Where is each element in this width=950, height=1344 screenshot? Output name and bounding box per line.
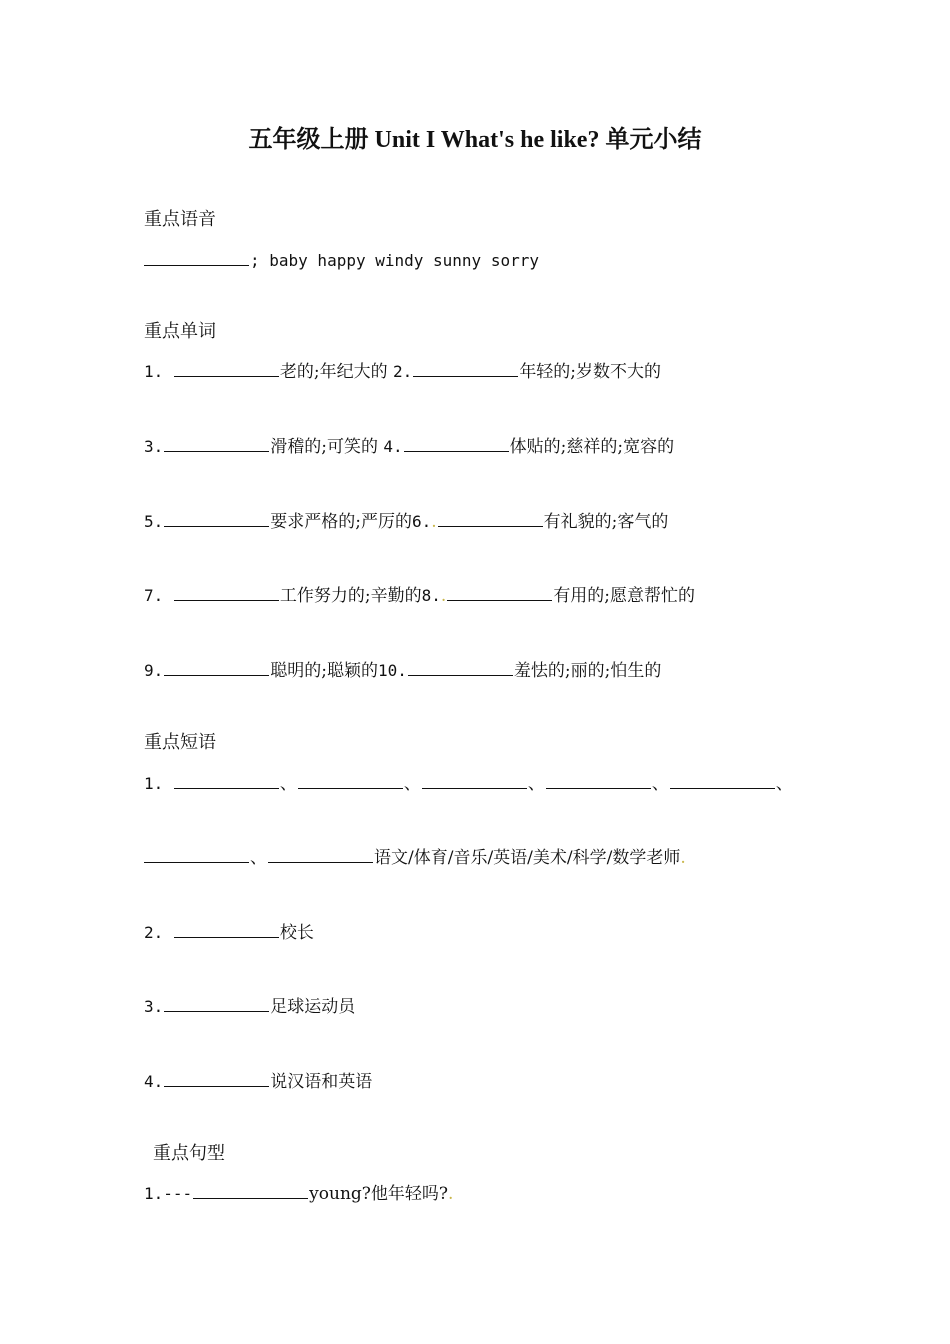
item-number: 1. [144, 774, 173, 793]
phrase-meaning: 说汉语和英语 [270, 1072, 373, 1092]
item-number: 8. [421, 586, 441, 605]
word-row-5 [144, 657, 661, 683]
separator: 、 [279, 774, 297, 794]
item-number: 4. [144, 1072, 164, 1091]
fill-blank[interactable] [164, 508, 269, 527]
phrase-row-4 [144, 1068, 372, 1094]
fill-blank[interactable] [546, 770, 651, 789]
word-meaning: 滑稽的;可笑的 [270, 437, 384, 457]
item-number: 4. [383, 437, 403, 456]
word-meaning: 有礼貌的;客气的 [543, 512, 669, 532]
speck-mark: . [680, 848, 686, 868]
fill-blank[interactable] [174, 582, 279, 601]
word-row-1 [144, 358, 661, 384]
phrase-row-1-cont [144, 844, 686, 870]
fill-blank[interactable] [413, 358, 518, 377]
phrase-row-1 [144, 770, 793, 796]
fill-blank[interactable] [174, 358, 279, 377]
separator: 、 [403, 774, 421, 794]
phrase-row-3 [144, 993, 355, 1019]
fill-blank[interactable] [408, 657, 513, 676]
item-number: 6. [412, 512, 432, 531]
fill-blank[interactable] [422, 770, 527, 789]
separator: 、 [775, 774, 793, 794]
fill-blank[interactable] [438, 508, 543, 527]
item-number: 3. [144, 437, 164, 456]
fill-blank[interactable] [268, 844, 373, 863]
fill-blank[interactable] [174, 919, 279, 938]
fill-blank[interactable] [144, 844, 249, 863]
speck-mark: . [431, 512, 437, 532]
word-meaning: 要求严格的;严厉的 [270, 512, 412, 532]
item-number: 7. [144, 586, 173, 605]
word-meaning: 有用的;愿意帮忙的 [553, 586, 696, 606]
item-number: 9. [144, 661, 164, 680]
word-meaning: 工作努力的;辛勤的 [279, 586, 422, 606]
word-row-4 [144, 582, 695, 608]
word-meaning: 羞怯的;丽的;怕生的 [513, 661, 662, 681]
phonics-words: ; baby happy windy sunny sorry [250, 251, 539, 270]
phrase-row-2 [144, 919, 314, 945]
item-number: 5. [144, 512, 164, 531]
word-meaning: 聪明的;聪颖的 [270, 661, 378, 681]
fill-blank[interactable] [164, 1068, 269, 1087]
fill-blank[interactable] [404, 433, 509, 452]
item-number: 1. [144, 362, 173, 381]
fill-blank[interactable] [193, 1180, 308, 1199]
word-row-2 [144, 433, 674, 459]
fill-blank[interactable] [298, 770, 403, 789]
item-number: 2. [144, 923, 173, 942]
separator: 、 [250, 848, 267, 868]
phrase-meaning: 校长 [279, 923, 314, 943]
speck-mark: . [440, 586, 447, 606]
speck-mark: . [448, 1184, 454, 1204]
phonics-line [144, 247, 539, 273]
word-meaning: 年轻的;岁数不大的 [519, 362, 662, 382]
item-number: 1.--- [144, 1184, 193, 1203]
document-title: 五年级上册 Unit I What's he like? 单元小结 [248, 127, 702, 153]
word-row-3 [144, 508, 668, 534]
fill-blank[interactable] [144, 247, 249, 266]
words-heading: 重点单词 [144, 321, 216, 342]
phrases-heading: 重点短语 [144, 732, 216, 753]
sentences-heading: 重点句型 [153, 1143, 225, 1164]
fill-blank[interactable] [174, 770, 279, 789]
fill-blank[interactable] [164, 993, 269, 1012]
fill-blank[interactable] [164, 657, 269, 676]
fill-blank[interactable] [447, 582, 552, 601]
separator: 、 [651, 774, 669, 794]
fill-blank[interactable] [164, 433, 269, 452]
sentence-row-1 [144, 1180, 453, 1206]
sentence-text: young?他年轻吗? [309, 1184, 449, 1204]
phonics-heading: 重点语音 [144, 209, 216, 230]
item-number: 10. [378, 661, 407, 680]
separator: 、 [527, 774, 545, 794]
phrase-meaning: 足球运动员 [270, 997, 356, 1017]
item-number: 3. [144, 997, 164, 1016]
word-meaning: 老的;年纪大的 [279, 362, 394, 382]
phrase-meaning: 语文/体育/音乐/英语/美术/科学/数学老师 [374, 848, 681, 868]
fill-blank[interactable] [670, 770, 775, 789]
item-number: 2. [393, 362, 413, 381]
word-meaning: 体贴的;慈祥的;宽容的 [509, 437, 675, 457]
